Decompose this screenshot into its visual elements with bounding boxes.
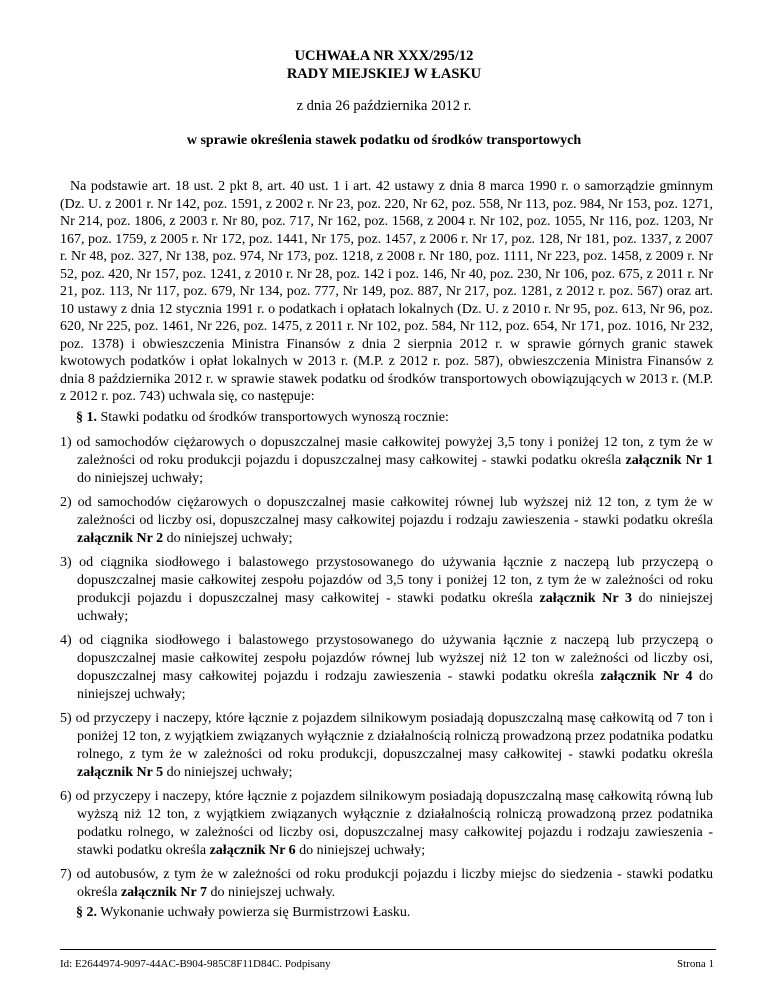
section-2-label: § 2. (76, 905, 97, 920)
attachment-reference: załącznik Nr 1 (625, 453, 713, 468)
item-tail: do niniejszej uchwały. (207, 885, 336, 900)
item-tail: do niniejszej uchwały; (163, 531, 293, 546)
attachment-reference: załącznik Nr 6 (209, 843, 296, 858)
section-1 (76, 409, 713, 427)
attachment-reference: załącznik Nr 7 (120, 885, 208, 900)
item-text: od przyczepy i naczepy, które łącznie z pojazdem silnikowym posiadają dopuszczalną masę całkowitą od 7 ton i poniżej 12 ton, z wyjątkiem związanych wyłącznie z działalnością rolniczą prowadzoną przez podatnika podatku rolnego, z tym że w zależności od roku produkcji, dopuszczalnej masy całkowitej - stawki podatku określa (71, 711, 713, 762)
item-text: od przyczepy i naczepy, które łącznie z pojazdem silnikowym posiadają dopuszczalną masę całkowitą równą lub wyższą niż 12 ton, z wyjątkiem związanych wyłącznie z działalnością rolniczą prowadzoną przez podatnika podatku rolnego, w zależności od liczby osi, dopuszczalnej masy całkowitej pojazdu i rodzaju zawieszenia - stawki podatku określa (71, 789, 713, 858)
list-item (60, 632, 713, 704)
resolution-date: z dnia 26 października 2012 r. (296, 98, 472, 114)
item-number: 3) (60, 555, 72, 570)
item-tail: do niniejszej uchwały; (77, 591, 713, 624)
item-tail: do niniejszej uchwały; (77, 471, 203, 486)
legal-basis-paragraph: Na podstawie art. 18 ust. 2 pkt 8, art. 40 ust. 1 i art. 42 ustawy z dnia 8 marca 1990 r. o samorządzie gminnym (Dz. U. z 2001 r. Nr 142, poz. 1591, z 2002 r. Nr 23, poz. 220, Nr 62, poz. 558, Nr 113, poz. 984, Nr 153, poz. 1271, Nr 214, poz. 1806, z 2003 r. Nr 80, poz. 717, Nr 162, poz. 1568, z 2004 r. Nr 102, poz. 1055, Nr 116, poz. 1203, Nr 167, poz. 1759, z 2005 r. Nr 172, poz. 1441, Nr 175, poz. 1457, z 2006 r. Nr 17, poz. 128, Nr 181, poz. 1337, z 2007 r. Nr 48, poz. 327, Nr 138, poz. 974, Nr 173, poz. 1218, z 2008 r. Nr 180, poz. 1111, Nr 223, poz. 1458, z 2009 r. Nr 52, poz. 420, Nr 157, poz. 1241, z 2010 r. Nr 28, poz. 142 i poz. 146, Nr 40, poz. 230, Nr 106, poz. 675, z 2011 r. Nr 21, poz. 113, Nr 117, poz. 679, Nr 134, poz. 777, Nr 149, poz. 887, Nr 217, poz. 1281, z 2012 r. poz. 567) oraz art. 10 ustawy z dnia 12 stycznia 1991 r. o podatkach i opłatach lokalnych (Dz. U. z 2010 r. Nr 95, poz. 613, Nr 96, poz. 620, Nr 225, poz. 1461, Nr 226, poz. 1475, z 2011 r. Nr 102, poz. 584, Nr 112, poz. 654, Nr 171, poz. 1016, Nr 232, poz. 1378) i obwieszczenia Ministra Finansów z dnia 2 sierpnia 2012 r. w sprawie górnych granic stawek kwotowych podatków i opłat lokalnych w 2013 r. (M.P. z 2012 r. poz. 587), obwieszczenia Ministra Finansów z dnia 8 października 2012 r. w sprawie stawek podatku od środków transportowych obowiązujących w 2013 r. (M.P. z 2012 r. poz. 743) uchwala się, co następuje: (60, 179, 713, 404)
list-item (60, 866, 713, 902)
resolution-title: UCHWAŁA NR XXX/295/12 (294, 48, 474, 64)
item-text: od autobusów, z tym że w zależności od roku produkcji pojazdu i liczby miejsc do siedzenia - stawki podatku określa (71, 867, 713, 900)
item-text: od ciągnika siodłowego i balastowego przystosowanego do używania łącznie z naczepą lub przyczepą o dopuszczalnej masie całkowitej zespołu pojazdów równej lub wyższej niż 12 ton w zależności od liczby osi, dopuszczalnej masy całkowitej pojazdu i rodzaju zawieszenia - stawki podatku określa (71, 633, 713, 684)
attachment-reference: załącznik Nr 3 (539, 591, 632, 606)
item-number: 7) (60, 867, 72, 882)
item-number: 1) (60, 435, 72, 450)
section-2 (76, 904, 713, 922)
item-tail: do niniejszej uchwały; (295, 843, 426, 858)
item-tail: do niniejszej uchwały; (77, 669, 713, 702)
attachment-reference: załącznik Nr 2 (77, 531, 164, 546)
footer-divider (60, 949, 716, 950)
attachment-reference: załącznik Nr 5 (77, 765, 164, 780)
list-item (60, 434, 713, 488)
page-number: Strona 1 (677, 958, 714, 970)
item-number: 4) (60, 633, 72, 648)
attachment-reference: załącznik Nr 4 (600, 669, 693, 684)
item-text: od ciągnika siodłowego i balastowego przystosowanego do używania łącznie z naczepą lub przyczepą o dopuszczalnej masie całkowitej zespołu pojazdów od 3,5 tony i poniżej 12 ton, z tym że w zależności od roku produkcji pojazdu i dopuszczalnej masy całkowitej - stawki podatku określa (71, 555, 713, 606)
item-number: 5) (60, 711, 72, 726)
item-number: 2) (60, 495, 72, 510)
document-id: Id: E2644974-9097-44AC-B904-985C8F11D84C. Podpisany (60, 958, 331, 970)
section-2-text: Wykonanie uchwały powierza się Burmistrzowi Łasku. (97, 905, 411, 920)
resolution-subject: w sprawie określenia stawek podatku od środków transportowych (186, 133, 582, 148)
rates-list (60, 434, 713, 908)
list-item (60, 710, 713, 782)
item-tail: do niniejszej uchwały; (163, 765, 293, 780)
item-text: od samochodów ciężarowych o dopuszczalnej masie całkowitej równej lub wyższej niż 12 ton, z tym że w zależności od liczby osi, dopuszczalnej masy całkowitej pojazdu i rodzaju zawieszenia - stawki podatku określa (71, 495, 713, 528)
item-text: od samochodów ciężarowych o dopuszczalnej masie całkowitej powyżej 3,5 tony i poniżej 12 ton, z tym że w zależności od roku produkcji pojazdu i dopuszczalnej masy całkowitej - stawki podatku określa (71, 435, 713, 468)
list-item (60, 788, 713, 860)
section-1-text: Stawki podatku od środków transportowych wynoszą rocznie: (97, 410, 449, 425)
item-number: 6) (60, 789, 72, 804)
section-1-label: § 1. (76, 410, 97, 425)
council-name: RADY MIEJSKIEJ W ŁASKU (286, 66, 482, 82)
list-item (60, 494, 713, 548)
list-item (60, 554, 713, 626)
